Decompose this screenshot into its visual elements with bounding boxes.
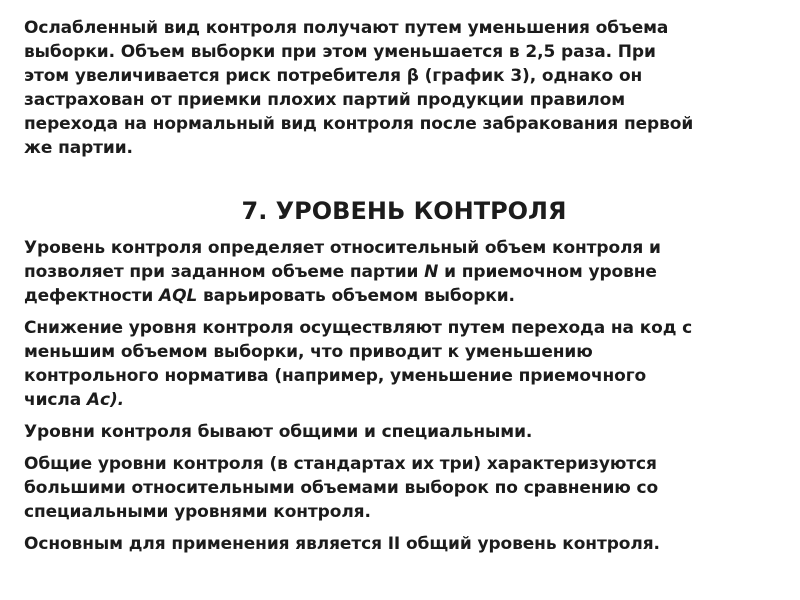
text-line: Ослабленный вид контроля получают путем уменьшения объема [24,18,669,38]
text-line: специальными уровнями контроля. [24,502,371,522]
intro-paragraph [24,16,784,160]
text-fragment: и приемочном уровне [438,262,657,282]
text-line: контрольного норматива (например, уменьшение приемочного [24,366,647,386]
paragraph-control-level-definition [24,236,784,308]
paragraph-main-level [24,532,784,556]
paragraph-level-reduction [24,316,784,412]
text-line: перехода на нормальный вид контроля после забракования первой [24,114,694,134]
text-line: же партии. [24,138,133,158]
text-fragment: варьировать объемом выборки. [197,286,515,306]
paragraph-general-levels [24,452,784,524]
text-line: выборки. Объем выборки при этом уменьшается в 2,5 раза. При [24,42,656,62]
text-fragment: дефектности [24,286,160,306]
variable-aql: AQL [159,286,198,306]
variable-n: N [424,262,439,282]
text-line: этом увеличивается риск потребителя β (график 3), однако он [24,66,643,86]
text-line: меньшим объемом выборки, что приводит к уменьшению [24,342,593,362]
text-line: Общие уровни контроля (в стандартах их три) характеризуются [24,454,657,474]
text-fragment: числа [24,390,87,410]
text-fragment: позволяет при заданном объеме партии [24,262,425,282]
slide-content [24,16,784,556]
paragraph-level-types [24,420,784,444]
text-line: Основным для применения является II общий уровень контроля. [24,534,660,554]
variable-ac: Ас). [86,390,124,410]
text-line: застрахован от приемки плохих партий продукции правилом [24,90,626,110]
text-line: большими относительными объемами выборок по сравнению со [24,478,659,498]
text-line: Уровень контроля определяет относительный объем контроля и [24,238,661,258]
text-line: Снижение уровня контроля осуществляют путем перехода на код с [24,318,693,338]
text-line: Уровни контроля бывают общими и специальными. [24,422,533,442]
section-title: 7. УРОВЕНЬ КОНТРОЛЯ [241,197,567,225]
